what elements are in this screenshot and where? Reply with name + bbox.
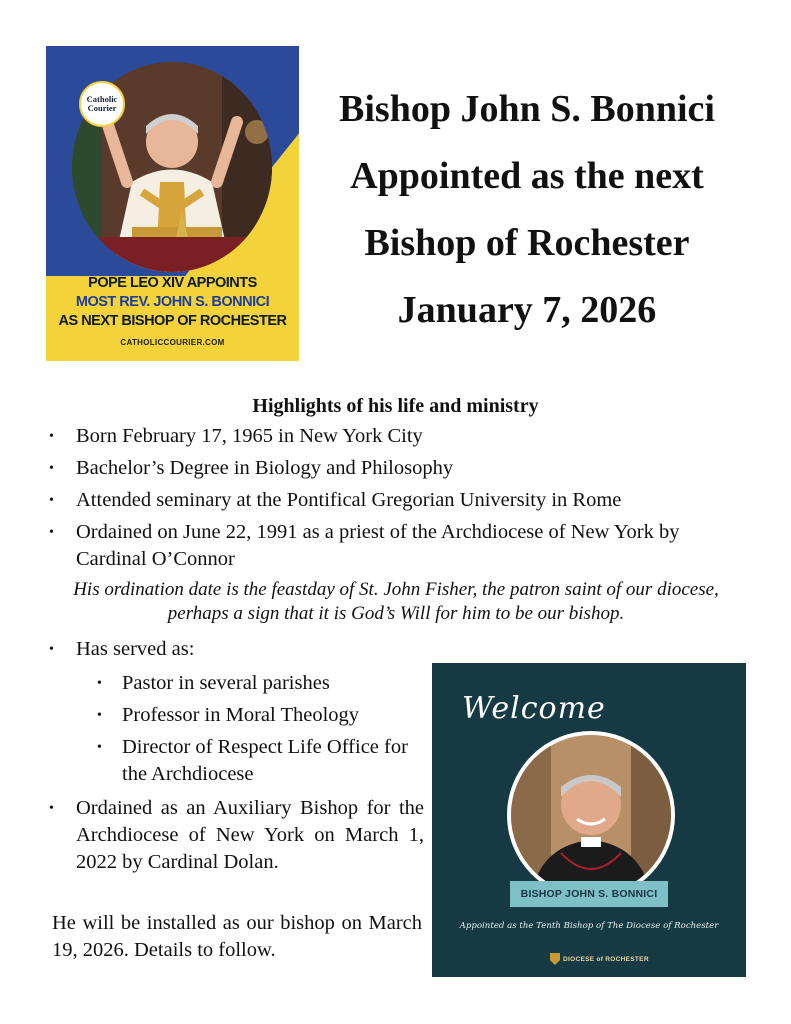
title-line3: Bishop of Rochester — [364, 222, 690, 264]
page-title — [312, 76, 742, 344]
poster-headline-line2: MOST REV. JOHN S. BONNICI — [75, 294, 270, 310]
diocese-logo-text: DIOCESE of ROCHESTER — [563, 955, 649, 963]
catholic-courier-logo: Catholic Courier — [79, 81, 125, 127]
bishop-name-bar: BISHOP JOHN S. BONNICI — [510, 881, 668, 907]
poster-website: CATHOLICCOURIER.COM — [120, 338, 225, 347]
welcome-card — [432, 663, 746, 977]
title-line2: Appointed as the next — [350, 155, 704, 197]
appointed-caption: Appointed as the Tenth Bishop of The Diocese of Rochester — [459, 921, 719, 931]
highlights-heading: Highlights of his life and ministry — [252, 395, 539, 417]
diocese-logo — [550, 953, 649, 965]
list-item: • Director of Respect Life Office for the Archdiocese — [94, 734, 429, 788]
list-item: • Ordained on June 22, 1991 as a priest of the Archdiocese of New York by Cardinal O’Connor — [46, 519, 746, 573]
poster-headline-line3: AS NEXT BISHOP OF ROCHESTER — [58, 313, 287, 329]
list-item: • Bachelor’s Degree in Biology and Philosophy — [46, 455, 746, 482]
welcome-script: Welcome — [462, 691, 606, 726]
installation-text: He will be installed as our bishop on March 19, 2026. Details to follow. — [52, 912, 422, 961]
diocese-crest-icon — [550, 953, 560, 965]
ordination-note: His ordination date is the feastday of St. John Fisher, the patron saint of our diocese, perhaps a sign that it is God’s Will for him to be our bishop. — [73, 579, 719, 624]
served-list — [46, 636, 426, 663]
auxiliary-list — [46, 795, 424, 876]
list-item: • Professor in Moral Theology — [94, 702, 429, 729]
served-label: • Has served as: — [46, 636, 426, 663]
highlights-list — [46, 423, 746, 573]
appointment-poster — [46, 46, 299, 361]
poster-headline-line1: POPE LEO XIV APPOINTS — [88, 275, 257, 291]
served-sublist — [94, 670, 429, 793]
list-item: • Born February 17, 1965 in New York City — [46, 423, 746, 450]
list-item: • Pastor in several parishes — [94, 670, 429, 697]
list-item: • Ordained as an Auxiliary Bishop for the Archdiocese of New York on March 1, 2022 by Cardinal Dolan. — [46, 795, 424, 876]
bishop-portrait — [507, 731, 675, 899]
list-item: • Attended seminary at the Pontifical Gregorian University in Rome — [46, 487, 746, 514]
title-date: January 7, 2026 — [397, 289, 657, 331]
poster-headline — [46, 274, 299, 331]
title-line1: Bishop John S. Bonnici — [339, 88, 715, 130]
